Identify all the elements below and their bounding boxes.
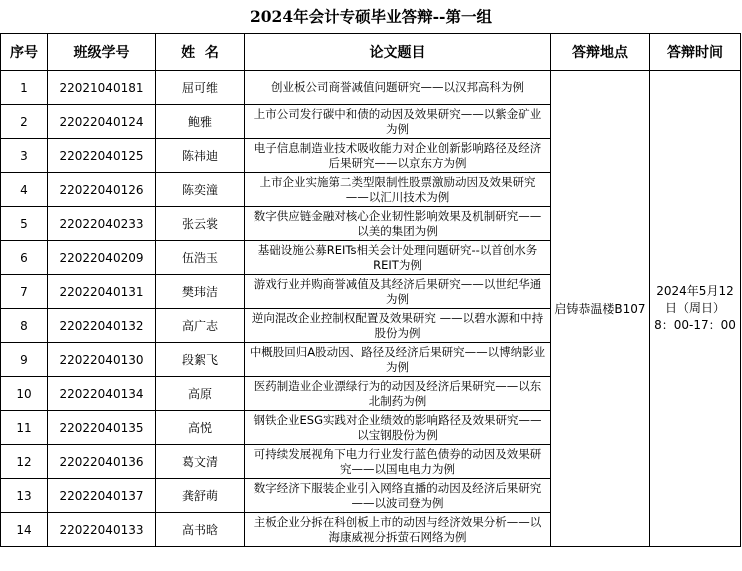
row-student-id: 22022040133 bbox=[48, 513, 156, 547]
row-thesis-topic: 中概股回归A股动因、路径及经济后果研究——以博纳影业为例 bbox=[245, 343, 551, 377]
row-thesis-topic: 医药制造业企业漂绿行为的动因及经济后果研究——以东北制药为例 bbox=[245, 377, 551, 411]
row-student-name: 樊玮洁 bbox=[156, 275, 245, 309]
row-student-id: 22022040233 bbox=[48, 207, 156, 241]
row-no: 8 bbox=[1, 309, 48, 343]
row-student-name: 陈奕潼 bbox=[156, 173, 245, 207]
time-date: 2024年5月12日（周日） bbox=[656, 284, 734, 315]
row-student-name: 高原 bbox=[156, 377, 245, 411]
defense-schedule-table bbox=[0, 33, 741, 547]
row-no: 2 bbox=[1, 105, 48, 139]
header-venue: 答辩地点 bbox=[551, 34, 650, 71]
row-no: 3 bbox=[1, 139, 48, 173]
row-student-name: 鲍雅 bbox=[156, 105, 245, 139]
row-no: 12 bbox=[1, 445, 48, 479]
row-thesis-topic: 数字经济下服装企业引入网络直播的动因及经济后果研究——以波司登为例 bbox=[245, 479, 551, 513]
row-student-name: 屈可维 bbox=[156, 71, 245, 105]
header-no: 序号 bbox=[1, 34, 48, 71]
row-no: 10 bbox=[1, 377, 48, 411]
row-student-id: 22022040136 bbox=[48, 445, 156, 479]
row-thesis-topic: 上市公司发行碳中和债的动因及效果研究——以紫金矿业为例 bbox=[245, 105, 551, 139]
row-no: 5 bbox=[1, 207, 48, 241]
table-row bbox=[1, 71, 741, 105]
row-no: 1 bbox=[1, 71, 48, 105]
row-student-id: 22022040134 bbox=[48, 377, 156, 411]
row-no: 13 bbox=[1, 479, 48, 513]
row-student-id: 22022040130 bbox=[48, 343, 156, 377]
row-thesis-topic: 游戏行业并购商誉减值及其经济后果研究——以世纪华通为例 bbox=[245, 275, 551, 309]
row-thesis-topic: 主板企业分拆在科创板上市的动因与经济效果分析——以海康威视分拆萤石网络为例 bbox=[245, 513, 551, 547]
time-range: 8：00-17：00 bbox=[654, 318, 736, 332]
row-student-name: 高广志 bbox=[156, 309, 245, 343]
row-thesis-topic: 数字供应链金融对核心企业韧性影响效果及机制研究——以美的集团为例 bbox=[245, 207, 551, 241]
header-name: 姓 名 bbox=[156, 34, 245, 71]
row-no: 14 bbox=[1, 513, 48, 547]
row-student-id: 22022040125 bbox=[48, 139, 156, 173]
row-thesis-topic: 可持续发展视角下电力行业发行蓝色债券的动因及效果研究——以国电电力为例 bbox=[245, 445, 551, 479]
row-student-name: 伍浩玉 bbox=[156, 241, 245, 275]
row-thesis-topic: 电子信息制造业技术吸收能力对企业创新影响路径及经济后果研究——以京东方为例 bbox=[245, 139, 551, 173]
header-row bbox=[1, 34, 741, 71]
row-student-id: 22022040135 bbox=[48, 411, 156, 445]
row-student-name: 陈祎迪 bbox=[156, 139, 245, 173]
header-time: 答辩时间 bbox=[650, 34, 741, 71]
row-thesis-topic: 上市企业实施第二类型限制性股票激励动因及效果研究 ——以汇川技术为例 bbox=[245, 173, 551, 207]
row-thesis-topic: 逆向混改企业控制权配置及效果研究 ——以碧水源和中持股份为例 bbox=[245, 309, 551, 343]
header-class-id: 班级学号 bbox=[48, 34, 156, 71]
row-student-id: 22022040137 bbox=[48, 479, 156, 513]
row-student-id: 22021040181 bbox=[48, 71, 156, 105]
row-student-name: 龚舒萌 bbox=[156, 479, 245, 513]
page-title: 2024年会计专硕毕业答辩--第一组 bbox=[249, 7, 492, 26]
row-thesis-topic: 钢铁企业ESG实践对企业绩效的影响路径及效果研究——以宝钢股份为例 bbox=[245, 411, 551, 445]
header-topic: 论文题目 bbox=[245, 34, 551, 71]
time-cell bbox=[650, 71, 741, 547]
row-student-name: 高书晗 bbox=[156, 513, 245, 547]
row-thesis-topic: 创业板公司商誉减值问题研究——以汉邦高科为例 bbox=[245, 71, 551, 105]
row-student-id: 22022040131 bbox=[48, 275, 156, 309]
row-no: 7 bbox=[1, 275, 48, 309]
row-student-id: 22022040126 bbox=[48, 173, 156, 207]
row-no: 6 bbox=[1, 241, 48, 275]
venue-cell: 启铸恭温楼B107 bbox=[551, 71, 650, 547]
row-thesis-topic: 基础设施公募REITs相关会计处理问题研究--以首创水务REIT为例 bbox=[245, 241, 551, 275]
row-student-id: 22022040124 bbox=[48, 105, 156, 139]
row-no: 4 bbox=[1, 173, 48, 207]
row-student-name: 张云裳 bbox=[156, 207, 245, 241]
row-no: 9 bbox=[1, 343, 48, 377]
row-student-name: 葛文清 bbox=[156, 445, 245, 479]
row-student-id: 22022040209 bbox=[48, 241, 156, 275]
row-no: 11 bbox=[1, 411, 48, 445]
row-student-name: 段絮飞 bbox=[156, 343, 245, 377]
row-student-name: 高悦 bbox=[156, 411, 245, 445]
row-student-id: 22022040132 bbox=[48, 309, 156, 343]
